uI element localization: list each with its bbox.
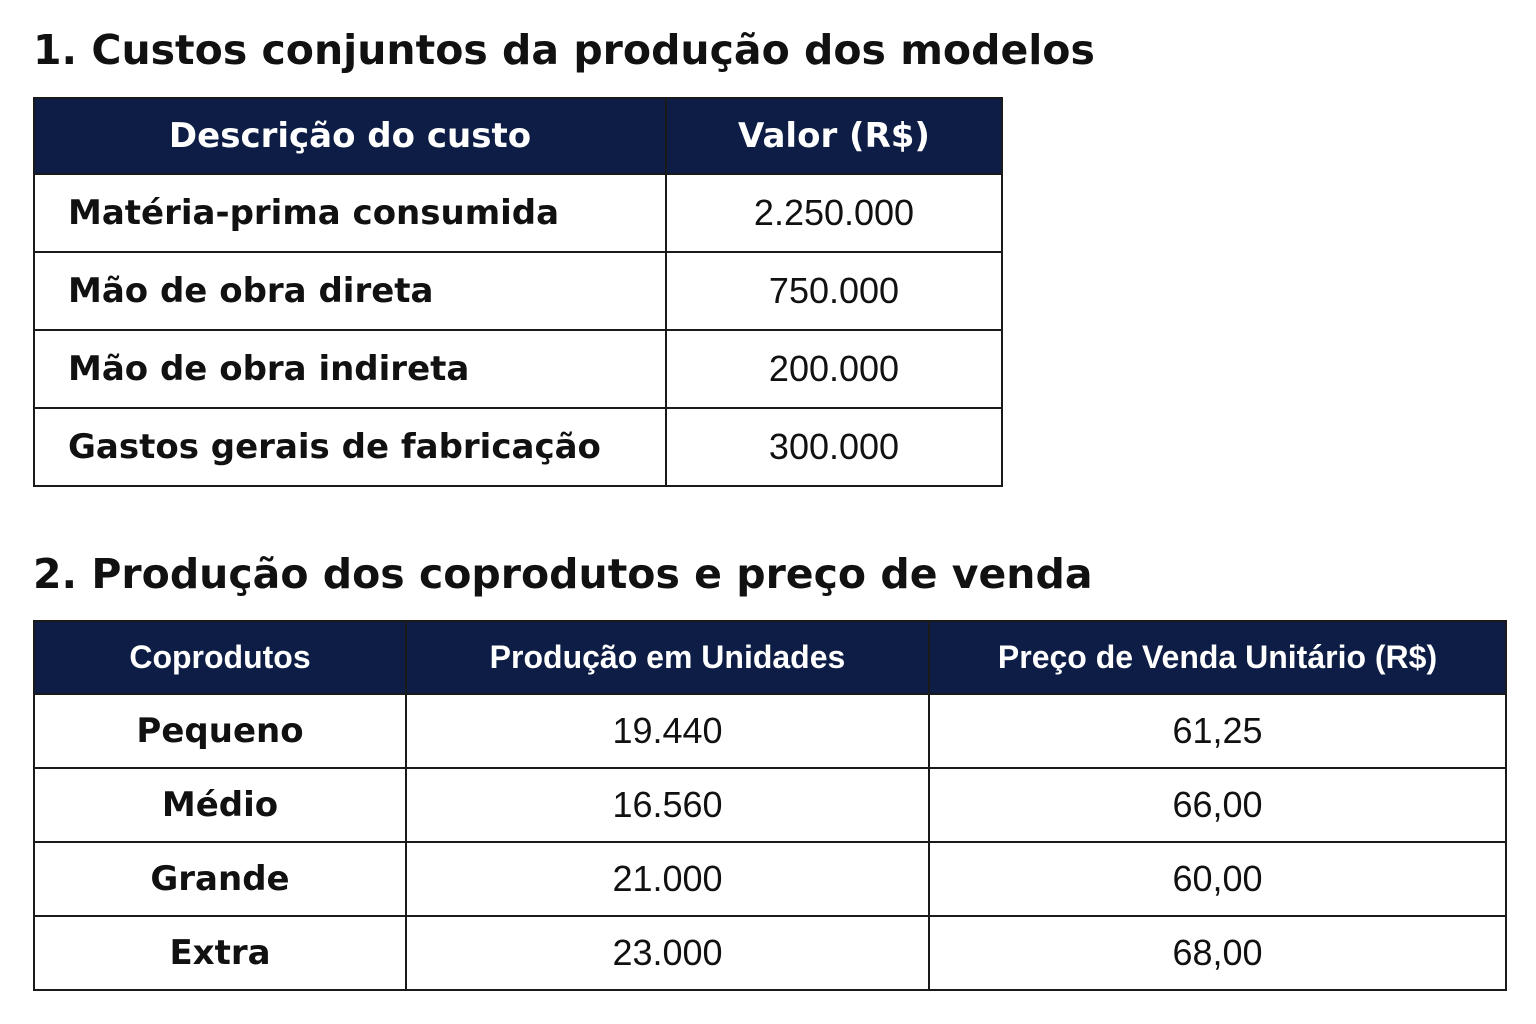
units-cell: 23.000 [406,916,929,990]
column-header-coproducts: Coprodutos [34,621,406,694]
cost-description-cell: Mão de obra indireta [34,330,666,408]
units-cell: 19.440 [406,694,929,768]
cost-value-cell: 200.000 [666,330,1002,408]
cost-description-cell: Matéria-prima consumida [34,174,666,252]
cost-value-cell: 750.000 [666,252,1002,330]
table-row [34,252,1002,330]
coproduct-name-cell: Médio [34,768,406,842]
table-row [34,768,1506,842]
units-cell: 16.560 [406,768,929,842]
table-row [34,174,1002,252]
column-header-description: Descrição do custo [34,98,666,174]
table-header-row [34,98,1002,174]
price-cell: 66,00 [929,768,1506,842]
section-title-coproducts: 2. Produção dos coprodutos e preço de venda [33,550,1093,598]
table-row [34,408,1002,486]
coproduct-name-cell: Grande [34,842,406,916]
coproduct-name-cell: Extra [34,916,406,990]
joint-costs-table [33,97,1003,487]
column-header-value: Valor (R$) [666,98,1002,174]
price-cell: 68,00 [929,916,1506,990]
table-header-row [34,621,1506,694]
cost-description-cell: Gastos gerais de fabricação [34,408,666,486]
table-row [34,842,1506,916]
coproducts-table [33,620,1507,991]
units-cell: 21.000 [406,842,929,916]
column-header-unit-price: Preço de Venda Unitário (R$) [929,621,1506,694]
cost-description-cell: Mão de obra direta [34,252,666,330]
table-row [34,916,1506,990]
price-cell: 61,25 [929,694,1506,768]
table-row [34,330,1002,408]
cost-value-cell: 2.250.000 [666,174,1002,252]
cost-value-cell: 300.000 [666,408,1002,486]
coproduct-name-cell: Pequeno [34,694,406,768]
section-title-joint-costs: 1. Custos conjuntos da produção dos modelos [33,26,1095,74]
column-header-units: Produção em Unidades [406,621,929,694]
table-row [34,694,1506,768]
price-cell: 60,00 [929,842,1506,916]
